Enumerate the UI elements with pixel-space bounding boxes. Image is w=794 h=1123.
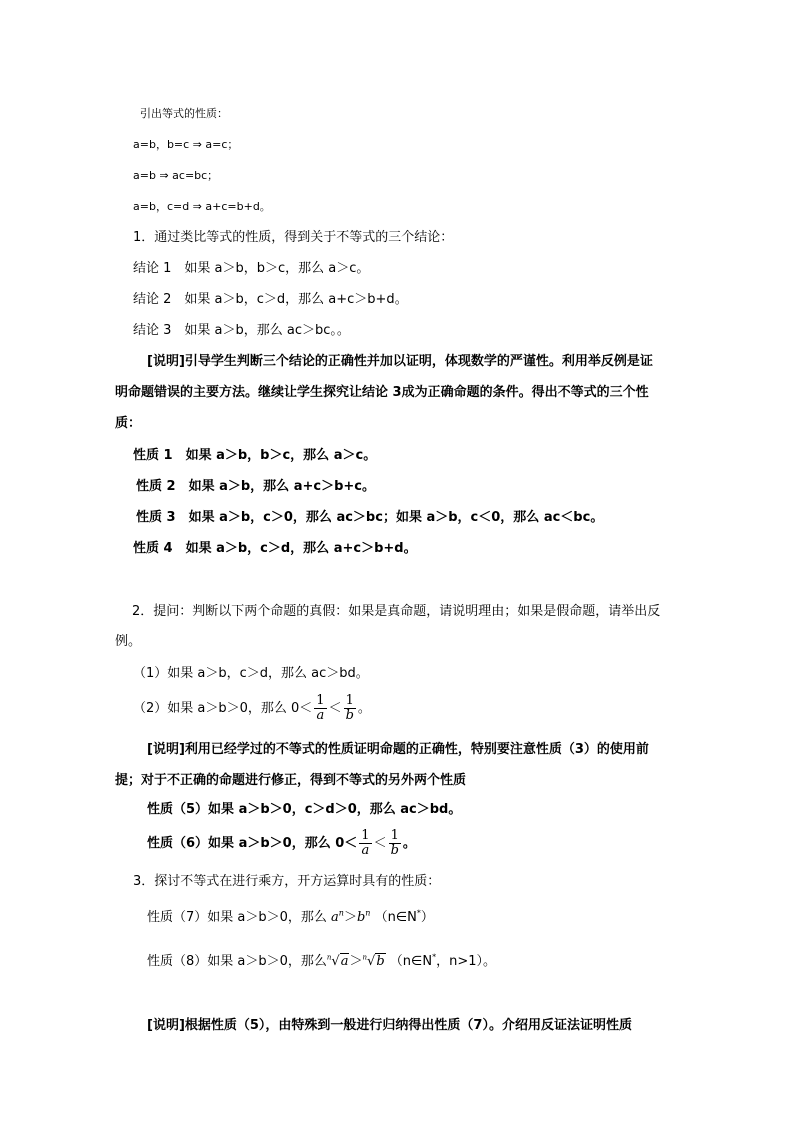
proposition-1: （1）如果 a＞b，c＞d，那么 ac＞bd。 — [133, 666, 369, 681]
property-4: 性质 4 如果 a＞b，c＞d，那么 a+c＞b+d。 — [133, 541, 417, 556]
section-1-heading: 1．通过类比等式的性质，得到关于不等式的三个结论： — [133, 230, 454, 245]
equality-property-3: a=b，c=d ⇒ a+c=b+d。 — [133, 200, 271, 213]
property-6: 性质（6）如果 a＞b＞0，那么 0＜ $\frac{1}{a}$ ＜ $\frac{1}{b}$ 。 — [147, 828, 416, 858]
property-6-text: 性质（6）如果 a＞b＞0，那么 0＜ — [147, 836, 358, 851]
property-3: 性质 3 如果 a＞b，c＞0，那么 ac＞bc；如果 a＞b，c＜0，那么 ac＜bc。 — [136, 510, 604, 525]
explanation-3: [说明]根据性质（5），由特殊到一般进行归纳得出性质（7）。介绍用反证法证明性质 — [147, 1018, 632, 1033]
property-1: 性质 1 如果 a＞b，b＞c，那么 a＞c。 — [133, 448, 377, 463]
property-2: 性质 2 如果 a＞b，那么 a+c＞b+c。 — [136, 479, 375, 494]
nth-root-b: $^n$√b — [362, 953, 385, 969]
intro-line: 引出等式的性质： — [140, 107, 228, 120]
conclusion-2: 结论 2 如果 a＞b，c＞d，那么 a+c＞b+d。 — [133, 292, 408, 307]
property-5: 性质（5）如果 a＞b＞0，c＞d＞0，那么 ac＞bd。 — [147, 802, 462, 817]
explanation-1: [说明]引导学生判断三个结论的正确性并加以证明，体现数学的严谨性。利用举反例是证明命题错误的主要方法。继续让学生探究让结论 3成为正确命题的条件。得出不等式的三个性质： — [115, 354, 653, 431]
fraction-1-over-a: $\frac{1}{a}$ — [361, 828, 370, 858]
explanation-2: [说明]利用已经学过的不等式的性质证明命题的正确性，特别要注意性质（3）的使用前提；对于不正确的命题进行修正，得到不等式的另外两个性质 — [115, 742, 649, 788]
proposition-2-text: （2）如果 a＞b＞0，那么 0＜ — [133, 701, 313, 716]
question-2: 2．提问：判断以下两个命题的真假：如果是真命题，请说明理由；如果是假命题，请举出反例。 — [115, 604, 661, 649]
property-7: 性质（7）如果 a＞b＞0，那么 $a^n>b^n$ （n∈N*） — [147, 908, 434, 925]
proposition-2: （2）如果 a＞b＞0，那么 0＜ $\frac{1}{a}$ ＜ $\frac{1}{b}$ 。 — [133, 693, 371, 723]
property-7-text: 性质（7）如果 a＞b＞0，那么 — [147, 910, 332, 925]
property-8: 性质（8）如果 a＞b＞0，那么$^n$√a＞$^n$√b （n∈N*，n>1）。 — [147, 952, 496, 969]
property-8-text: 性质（8）如果 a＞b＞0，那么 — [147, 954, 327, 969]
conclusion-3: 结论 3 如果 a＞b，那么 ac＞bc。。 — [133, 323, 350, 338]
equality-property-2: a=b ⇒ ac=bc； — [133, 169, 219, 182]
conclusion-1: 结论 1 如果 a＞b，b＞c，那么 a＞c。 — [133, 261, 370, 276]
nth-root-a: $^n$√a — [326, 953, 349, 969]
equality-property-1: a=b，b=c ⇒ a=c； — [133, 138, 239, 151]
section-3-heading: 3．探讨不等式在进行乘方，开方运算时具有的性质： — [133, 874, 441, 889]
fraction-1-over-b: $\frac{1}{b}$ — [390, 828, 399, 858]
fraction-1-over-b: $\frac{1}{b}$ — [345, 693, 354, 723]
fraction-1-over-a: $\frac{1}{a}$ — [316, 693, 325, 723]
